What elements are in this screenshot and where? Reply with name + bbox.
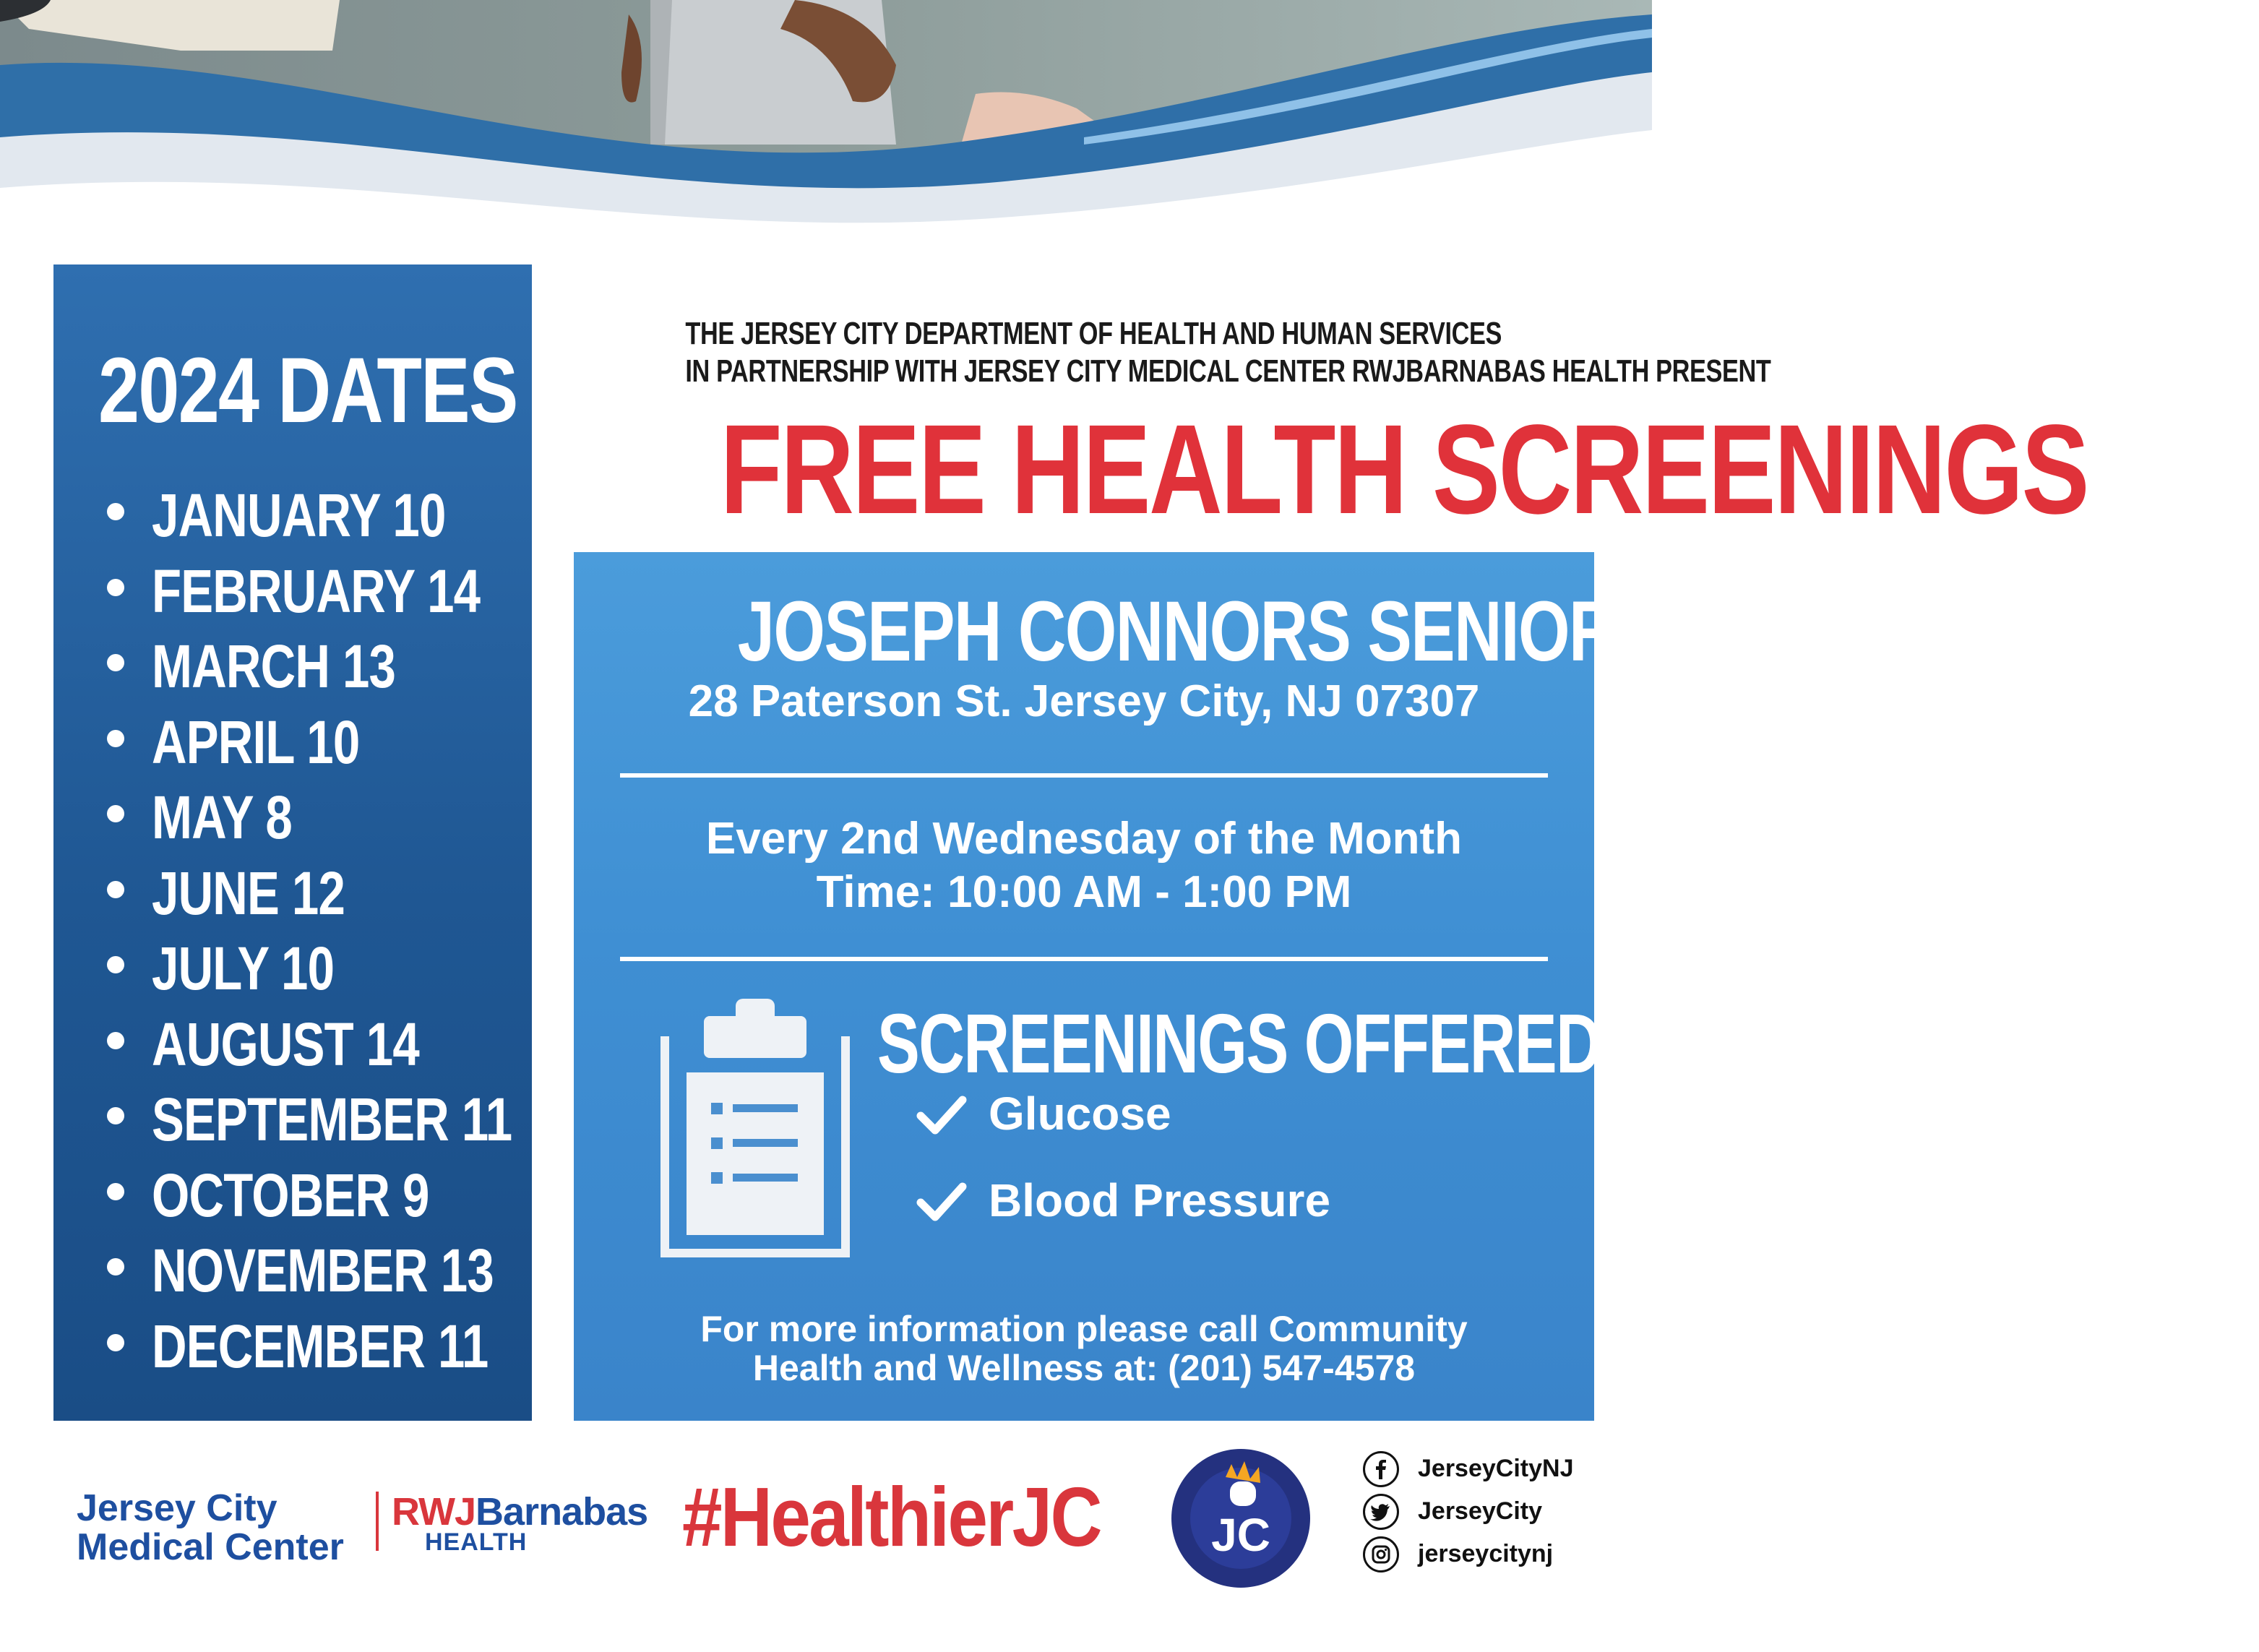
bullet-icon (107, 654, 124, 671)
date-label: AUGUST 14 (152, 1010, 419, 1078)
rwj-text: RWJ (392, 1490, 476, 1533)
jc-logo-text: JC (1211, 1509, 1270, 1561)
schedule (574, 812, 1594, 919)
social-handle[interactable]: JerseyCity (1418, 1497, 1543, 1525)
date-label: APRIL 10 (152, 707, 360, 776)
facebook-icon (1363, 1451, 1399, 1487)
date-label: MARCH 13 (152, 632, 396, 700)
bullet-icon (107, 1183, 124, 1200)
jersey-city-logo (1171, 1448, 1311, 1588)
hashtag: #HealthierJC (682, 1470, 1101, 1564)
presenter-line: IN PARTNERSHIP WITH JERSEY CITY MEDICAL CENTER RWJBARNABAS HEALTH PRESENT (685, 353, 1771, 389)
list-item (107, 705, 602, 780)
clipboard-icon (661, 993, 850, 1257)
list-item (107, 1158, 602, 1234)
schedule-time: Time: 10:00 AM - 1:00 PM (816, 867, 1352, 917)
date-label: NOVEMBER 13 (152, 1236, 494, 1304)
date-label: SEPTEMBER 11 (152, 1085, 512, 1153)
date-label: JUNE 12 (152, 859, 345, 927)
date-label: OCTOBER 9 (152, 1161, 429, 1229)
contact-line: Health and Wellness at: (201) 547-4578 (752, 1348, 1416, 1388)
bullet-icon (107, 1334, 124, 1351)
date-label: FEBRUARY 14 (152, 556, 481, 625)
rwjbarnabas-logo (392, 1492, 647, 1532)
divider (620, 773, 1548, 778)
schedule-frequency: Every 2nd Wednesday of the Month (705, 814, 1463, 864)
list-item (107, 554, 602, 629)
presenter-line: THE JERSEY CITY DEPARTMENT OF HEALTH AND HUMAN SERVICES (685, 316, 1502, 351)
list-item (107, 931, 602, 1007)
date-label: JULY 10 (152, 934, 335, 1002)
dates-panel (53, 264, 532, 1421)
dates-title: 2024 DATES (98, 339, 517, 442)
dates-list (107, 478, 602, 1384)
barnabas-text: Barnabas (476, 1490, 648, 1533)
screening-label: Blood Pressure (989, 1174, 1331, 1226)
contact-line: For more information please call Community (700, 1309, 1468, 1349)
list-item (107, 629, 602, 705)
venue-name (574, 584, 1900, 679)
instagram-icon (1363, 1536, 1399, 1573)
bullet-icon (107, 730, 124, 747)
bullet-icon (107, 1258, 124, 1275)
venue-name-text: JOSEPH CONNORS SENIOR CENTER (737, 584, 1900, 679)
venue-address: 28 Paterson St. Jersey City, NJ 07307 (688, 676, 1480, 726)
screenings-title: SCREENINGS OFFERED (877, 997, 1601, 1090)
presenter-text (571, 315, 1771, 390)
list-item (107, 780, 602, 856)
divider (620, 957, 1548, 961)
social-handle[interactable]: jerseycitynj (1418, 1540, 1554, 1567)
info-panel (574, 552, 1900, 1421)
bullet-icon (107, 503, 124, 520)
bullet-icon (107, 1032, 124, 1049)
page-title (549, 399, 2088, 541)
bullet-icon (107, 805, 124, 822)
date-label: MAY 8 (152, 783, 292, 851)
social-handle[interactable]: JerseyCityNJ (1418, 1455, 1574, 1482)
logo-divider (376, 1492, 379, 1551)
bullet-icon (107, 1107, 124, 1124)
bullet-icon (107, 956, 124, 973)
check-icon (916, 1181, 967, 1223)
hero-banner (0, 0, 1652, 304)
list-item (107, 1007, 602, 1083)
screening-label: Glucose (989, 1088, 1171, 1140)
list-item (107, 1082, 602, 1158)
rwj-health-text: HEALTH (425, 1528, 528, 1556)
date-label: DECEMBER 11 (152, 1312, 489, 1380)
list-item (107, 478, 602, 554)
list-item (107, 1233, 602, 1309)
page-title-text: FREE HEALTH SCREENINGS (720, 399, 2088, 541)
jcmc-logo (77, 1489, 344, 1567)
bullet-icon (107, 579, 124, 596)
list-item (107, 856, 602, 932)
contact-info (574, 1309, 1594, 1388)
list-item (107, 1309, 602, 1385)
twitter-icon (1363, 1494, 1399, 1530)
jcmc-line: Jersey City (77, 1487, 277, 1529)
check-icon (916, 1094, 967, 1136)
date-label: JANUARY 10 (152, 481, 446, 549)
bullet-icon (107, 881, 124, 898)
jcmc-line: Medical Center (77, 1526, 344, 1568)
